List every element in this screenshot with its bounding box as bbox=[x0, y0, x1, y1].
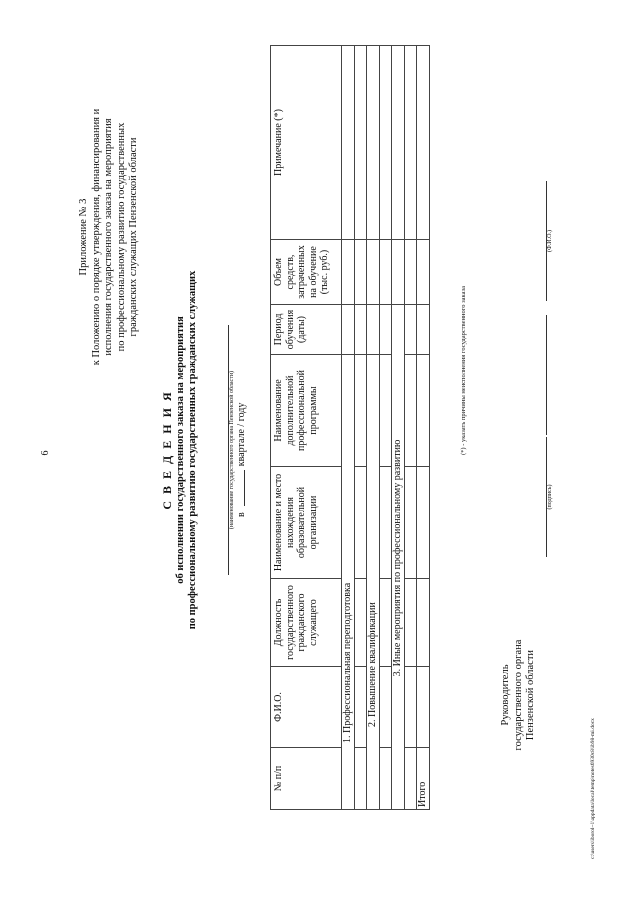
signature-extra-line bbox=[546, 315, 547, 435]
section-2-label: 2. Повышение квалификации bbox=[367, 355, 380, 810]
table-cell[interactable] bbox=[405, 355, 417, 467]
table-cell[interactable] bbox=[367, 240, 380, 305]
table-cell[interactable] bbox=[355, 46, 367, 240]
signature-line-text: государственного органа bbox=[512, 639, 524, 751]
table-cell[interactable] bbox=[392, 240, 405, 305]
signature-line-text: Руководитель bbox=[500, 664, 511, 726]
table-cell[interactable] bbox=[417, 355, 430, 467]
org-name-caption: (наименование государственного органа Пензенской области) bbox=[229, 370, 235, 530]
table-cell[interactable] bbox=[392, 46, 405, 240]
table-cell[interactable] bbox=[355, 305, 367, 355]
table-row bbox=[405, 46, 417, 810]
name-caption: (Ф.И.О.) bbox=[547, 230, 553, 252]
table-cell[interactable] bbox=[355, 467, 367, 579]
table-cell[interactable] bbox=[380, 667, 392, 748]
table-cell[interactable] bbox=[355, 748, 367, 810]
table-cell[interactable] bbox=[342, 305, 355, 355]
annex-block bbox=[78, 22, 141, 452]
table-cell[interactable] bbox=[405, 748, 417, 810]
header-num: № п/п bbox=[271, 748, 342, 810]
table-row bbox=[380, 46, 392, 810]
annex-line: гражданских служащих Пензенской области bbox=[128, 137, 139, 337]
table-cell[interactable] bbox=[380, 579, 392, 667]
section-row bbox=[367, 46, 380, 810]
table-cell[interactable] bbox=[405, 467, 417, 579]
table-cell[interactable] bbox=[417, 467, 430, 579]
period-blank-field[interactable] bbox=[244, 470, 245, 506]
total-row bbox=[417, 46, 430, 810]
table-cell[interactable] bbox=[355, 240, 367, 305]
section-3-label: 3. Иные мероприятия по профессиональному развитию bbox=[392, 305, 405, 810]
table-cell[interactable] bbox=[367, 305, 380, 355]
table-cell[interactable] bbox=[380, 46, 392, 240]
table-cell[interactable] bbox=[380, 748, 392, 810]
header-funds: Объем средств, затраченных на обучение (тыс. руб.) bbox=[271, 240, 342, 305]
table-cell[interactable] bbox=[405, 579, 417, 667]
title-main: С В Е Д Е Н И Я bbox=[160, 390, 174, 510]
table-cell[interactable] bbox=[342, 46, 355, 240]
table-cell[interactable] bbox=[355, 667, 367, 748]
header-program: Наименование дополнительной профессиональной программы bbox=[271, 355, 342, 467]
table-cell[interactable] bbox=[417, 240, 430, 305]
table-cell[interactable] bbox=[342, 240, 355, 305]
table-cell[interactable] bbox=[355, 579, 367, 667]
annex-line: по профессиональному развитию государственных bbox=[115, 122, 127, 352]
signature-caption: (подпись) bbox=[547, 484, 553, 510]
footnote: (*) - указать причины неисполнения государственного заказа bbox=[460, 286, 467, 455]
section-1-label: 1. Профессиональная переподготовка bbox=[342, 355, 355, 810]
table-header-row bbox=[271, 46, 342, 810]
table-cell[interactable] bbox=[380, 305, 392, 355]
header-period: Период обучения (даты) bbox=[271, 305, 342, 355]
header-position: Должность государственного гражданского служащего bbox=[271, 579, 342, 667]
signature-title bbox=[500, 635, 538, 755]
title-line-2: по профессиональному развитию государственных гражданских служащих bbox=[187, 270, 198, 630]
table-cell[interactable] bbox=[380, 355, 392, 467]
period-prefix: в bbox=[236, 512, 247, 517]
period-suffix: квартале / году bbox=[236, 402, 247, 467]
table-cell[interactable] bbox=[405, 240, 417, 305]
table-row bbox=[355, 46, 367, 810]
title-line-1: об исполнении государственного заказа на мероприятия bbox=[175, 316, 186, 584]
table-cell[interactable] bbox=[417, 667, 430, 748]
table-cell[interactable] bbox=[355, 355, 367, 467]
table-cell[interactable] bbox=[367, 46, 380, 240]
annex-title: Приложение № 3 bbox=[78, 198, 89, 276]
table-cell[interactable] bbox=[380, 240, 392, 305]
signature-line-text: Пензенской области bbox=[525, 649, 536, 741]
table-cell[interactable] bbox=[380, 467, 392, 579]
table-cell[interactable] bbox=[417, 305, 430, 355]
document-title bbox=[160, 195, 199, 705]
page-number: 6 bbox=[40, 450, 51, 456]
annex-line: исполнения государственного заказа на мероприятия bbox=[103, 118, 114, 356]
table-cell[interactable] bbox=[417, 579, 430, 667]
table-cell[interactable] bbox=[417, 46, 430, 240]
table-cell[interactable] bbox=[405, 667, 417, 748]
annex-line: к Положению о порядке утверждения, финансирования и bbox=[90, 108, 102, 366]
header-organization: Наименование и место нахождения образовательной организации bbox=[271, 467, 342, 579]
total-label: Итого bbox=[417, 748, 430, 810]
section-row bbox=[392, 46, 405, 810]
header-note: Примечание (*) bbox=[271, 46, 342, 240]
report-table bbox=[270, 45, 430, 810]
period-line bbox=[236, 277, 248, 517]
header-fio: Ф.И.О. bbox=[271, 667, 342, 748]
table-cell[interactable] bbox=[405, 46, 417, 240]
file-path: c:\users\iborol~1\appdata\local\temp\notes6930c8\ib98-mi.docx bbox=[590, 718, 596, 859]
table-cell[interactable] bbox=[405, 305, 417, 355]
section-row bbox=[342, 46, 355, 810]
